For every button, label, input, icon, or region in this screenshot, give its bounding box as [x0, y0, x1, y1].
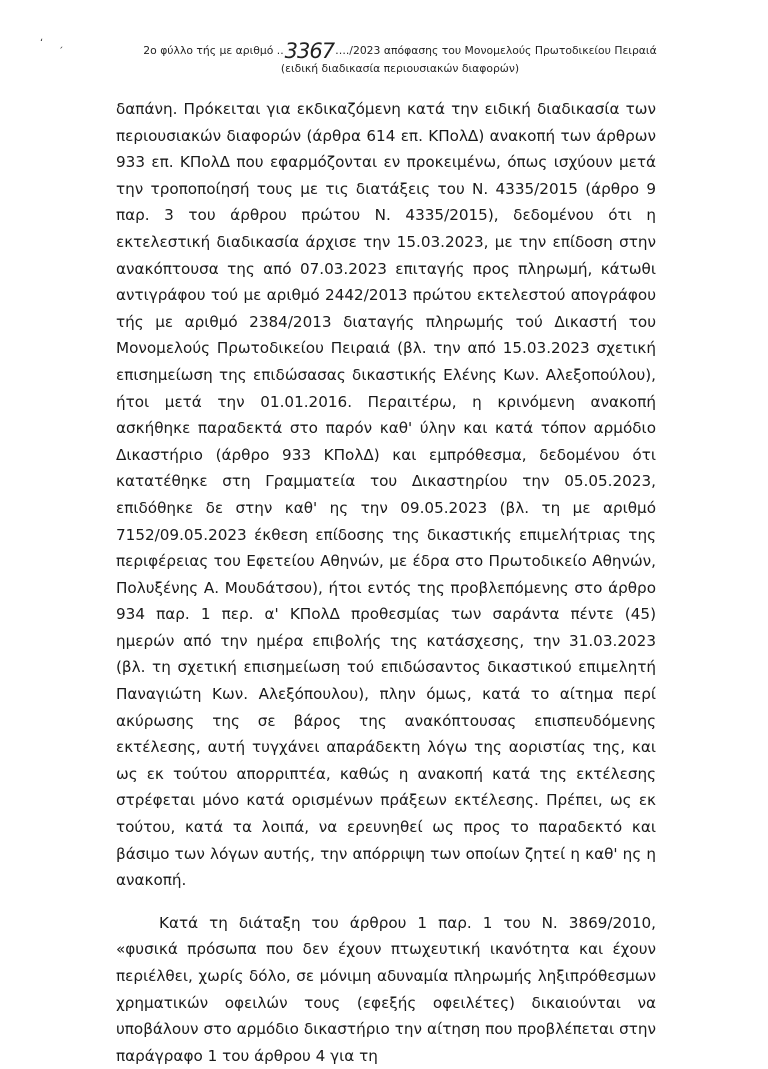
handwritten-decision-number: 3367	[284, 39, 335, 63]
header-suffix: …./2023 απόφασης του Μονομελούς Πρωτοδικείου Πειραιά	[335, 44, 657, 57]
paragraph-1: δαπάνη. Πρόκειται για εκδικαζόμενη κατά την ειδική διαδικασία των περιουσιακών διαφορών (άρθρα 614 επ. ΚΠολΔ) ανακοπή των άρθρων 933 επ. ΚΠολΔ που εφαρμόζονται εν προκειμένω, όπως ισχύουν μετά την τροποποίησή τους με τις διατάξεις του Ν. 4335/2015 (άρθρο 9 παρ. 3 του άρθρου πρώτου Ν. 4335/2015), δεδομένου ότι η εκτελεστική διαδικασία άρχισε την 15.03.2023, με την επίδοση στην ανακόπτουσα της από 07.03.2023 επιταγής προς πληρωμή, κάτωθι αντιγράφου τού με αριθμό 2442/2013 πρώτου εκτελεστού απογράφου τής με αριθμό 2384/2013 διαταγής πληρωμής τού Δικαστή του Μονομελούς Πρωτοδικείου Πειραιά (βλ. την από 15.03.2023 σχετική επισημείωση της επιδώσασας δικαστικής Ελένης Κων. Αλεξοπούλου), ήτοι μετά την 01.01.2016. Περαιτέρω, η κρινόμενη ανακοπή ασκήθηκε παραδεκτά στο παρόν καθ' ύλην και κατά τόπον αρμόδιο Δικαστήριο (άρθρο 933 ΚΠολΔ) και εμπρόθεσμα, δεδομένου ότι κατατέθηκε στη Γραμματεία του Δικαστηρίου την 05.05.2023, επιδόθηκε δε στην καθ' ης την 09.05.2023 (βλ. τη με αριθμό 7152/09.05.2023 έκθεση επίδοσης της δικαστικής επιμελήτριας της περιφέρειας του Εφετείου Αθηνών, με έδρα στο Πρωτοδικείο Αθηνών, Πολυξένης Α. Μουδάτσου), ήτοι εντός της προβλεπόμενης στο άρθρο 934 παρ. 1 περ. α' ΚΠολΔ προθεσμίας των σαράντα πέντε (45) ημερών από την ημέρα επιβολής της κατάσχεσης, την 31.03.2023 (βλ. τη σχετική επισημείωση τού επιδώσαντος δικαστικού επιμελητή Παναγιώτη Κων. Αλεξόπουλου), πλην όμως, κατά το αίτημα περί ακύρωσης της σε βάρος της ανακόπτουσας επισπευδόμενης εκτέλεσης, αυτή τυγχάνει απαράδεκτη λόγω της αοριστίας της, και ως εκ τούτου απορριπτέα, καθώς η ανακοπή κατά της εκτέλεσης στρέφεται μόνο κατά ορισμένων πράξεων εκτέλεσης. Πρέπει, ως εκ τούτου, κατά τα λοιπά, να ερευνηθεί ως προς το παραδεκτό και βάσιμο των λόγων αυτής, την απόρριψη των οποίων ζητεί η καθ' ης η ανακοπή.	[116, 100, 656, 890]
header-subtitle: (ειδική διαδικασία περιουσιακών διαφορών)	[280, 62, 520, 75]
header-prefix: 2ο φύλλο τής με αριθμό ..	[143, 44, 284, 57]
page-header	[120, 39, 680, 77]
margin-marks: ʻ ˏ	[40, 38, 70, 49]
document-body	[116, 96, 656, 1069]
paragraph-2: Κατά τη διάταξη του άρθρου 1 παρ. 1 του Ν. 3869/2010, «φυσικά πρόσωπα που δεν έχουν πτωχευτική ικανότητα και έχουν περιέλθει, χωρίς δόλο, σε μόνιμη αδυναμία πληρωμής ληξιπρόθεσμων χρηματικών οφειλών τους (εφεξής οφειλέτες) δικαιούνται να υποβάλουν στο αρμόδιο δικαστήριο την αίτηση που προβλέπεται στην παράγραφο 1 του άρθρου 4 για τη	[116, 913, 656, 1065]
header-line	[120, 39, 680, 63]
